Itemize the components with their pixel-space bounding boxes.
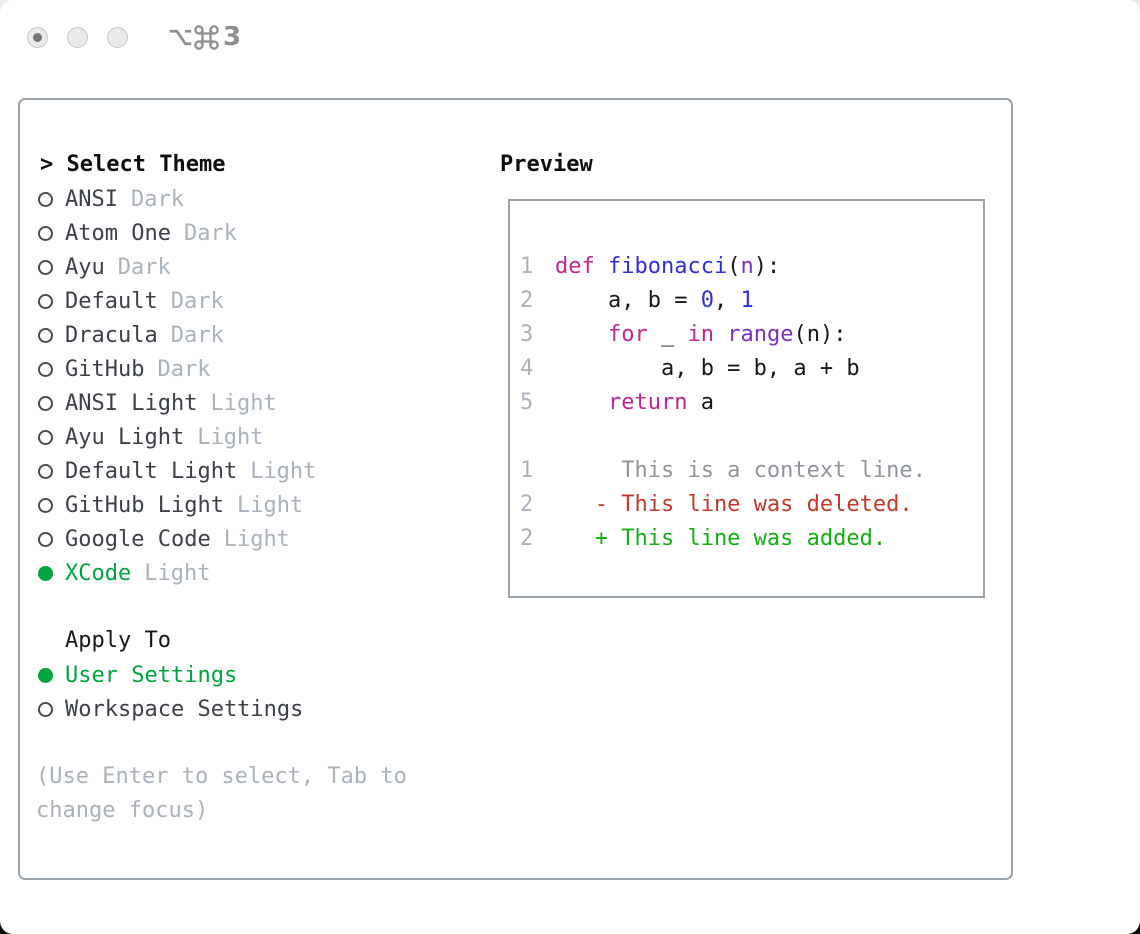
apply-option-name: Workspace Settings [65,696,304,722]
line-content: def fibonacci(n): [555,254,781,279]
theme-option-google-code-light[interactable] [20,522,490,556]
line-number: 3 [520,322,534,347]
apply-to-section [20,624,490,726]
code-line [520,386,983,420]
theme-name: Dracula [65,322,158,348]
theme-variant-tag: Light [223,526,290,552]
theme-name: XCode [65,560,132,586]
theme-option-github-dark[interactable] [20,352,490,386]
radio-selected-icon [38,668,53,683]
theme-name: Default Light [65,458,238,484]
theme-picker-panel [18,98,1013,880]
apply-to-list [20,658,490,726]
preview-box [508,199,985,598]
theme-name: ANSI Light [65,390,198,416]
theme-variant-tag: Light [210,390,277,416]
theme-variant-tag: Light [197,424,264,450]
theme-list-section [20,148,490,590]
titlebar [27,22,242,52]
apply-option-workspace-settings[interactable] [20,692,490,726]
radio-selected-icon [38,566,53,581]
diff-line [520,522,983,556]
select-theme-title-label: Select Theme [66,152,226,177]
radio-unselected-icon [38,702,53,717]
apply-to-title: Apply To [65,628,171,653]
theme-name: ANSI [65,186,118,212]
theme-name: Default [65,288,158,314]
shortcut-key-label: 3 [223,22,242,52]
theme-variant-tag: Light [250,458,317,484]
line-content: This is a context line. [555,458,926,483]
theme-option-dracula-dark[interactable] [20,318,490,352]
traffic-light-zoom[interactable] [107,27,128,48]
code-line [520,352,983,386]
theme-name: Google Code [65,526,211,552]
line-content: return a [607,390,714,415]
radio-unselected-icon [38,464,53,479]
preview-spacer [520,420,983,454]
line-content: for _ in range(n): [607,322,847,347]
command-key-icon [194,25,219,50]
radio-unselected-icon [38,532,53,547]
code-line [520,250,983,284]
theme-option-ayu-light-light[interactable] [20,420,490,454]
theme-option-ansi-dark[interactable] [20,182,490,216]
theme-option-ansi-light-light[interactable] [20,386,490,420]
line-content: - This line was deleted. [555,492,913,517]
radio-unselected-icon [38,498,53,513]
theme-variant-tag: Light [236,492,304,518]
code-line [520,284,983,318]
theme-variant-tag: Dark [117,254,171,280]
option-key-icon [168,25,193,50]
theme-name: Ayu [65,254,105,280]
radio-unselected-icon [38,192,53,207]
theme-name: Ayu Light [65,424,185,450]
radio-unselected-icon [38,260,53,275]
diff-line [520,488,983,522]
code-preview [520,250,983,420]
line-number: 4 [520,356,534,381]
theme-variant-tag: Dark [170,288,224,314]
theme-variant-tag: Light [144,560,211,586]
radio-unselected-icon [38,226,53,241]
traffic-light-close[interactable] [27,27,48,48]
theme-option-default-light-light[interactable] [20,454,490,488]
diff-preview [520,454,983,556]
line-content: a, b = 0, 1 [555,288,754,313]
line-number: 2 [520,526,534,551]
line-content: a, b = b, a + b [555,356,860,381]
radio-unselected-icon [38,396,53,411]
theme-option-default-dark[interactable] [20,284,490,318]
radio-unselected-icon [38,430,53,445]
line-number: 1 [520,254,534,279]
theme-option-ayu-dark[interactable] [20,250,490,284]
theme-option-github-light-light[interactable] [20,488,490,522]
radio-unselected-icon [38,294,53,309]
diff-line [520,454,983,488]
line-number: 2 [520,492,534,517]
traffic-light-minimize[interactable] [67,27,88,48]
theme-name: GitHub [65,356,145,382]
radio-unselected-icon [38,328,53,343]
theme-variant-tag: Dark [157,356,211,382]
line-number: 1 [520,458,534,483]
theme-variant-tag: Dark [170,322,224,348]
traffic-light-active-dot [33,33,42,42]
apply-option-user-settings[interactable] [20,658,490,692]
radio-unselected-icon [38,362,53,377]
window-shortcut [168,22,242,52]
theme-option-atom-one-dark[interactable] [20,216,490,250]
line-number: 5 [520,390,534,415]
theme-variant-tag: Dark [183,220,237,246]
code-line [520,318,983,352]
apply-option-name: User Settings [65,662,238,688]
theme-list [20,182,490,590]
theme-variant-tag: Dark [130,186,184,212]
keyboard-hint-text: (Use Enter to select, Tab to change focus) [36,764,407,823]
line-number: 2 [520,288,534,313]
focus-prompt-caret: > [40,152,54,177]
theme-name: GitHub Light [65,492,224,518]
theme-name: Atom One [65,220,171,246]
line-content: + This line was added. [555,526,887,551]
theme-option-xcode-light[interactable] [20,556,490,590]
select-theme-title [20,148,490,182]
preview-title: Preview [500,152,593,177]
